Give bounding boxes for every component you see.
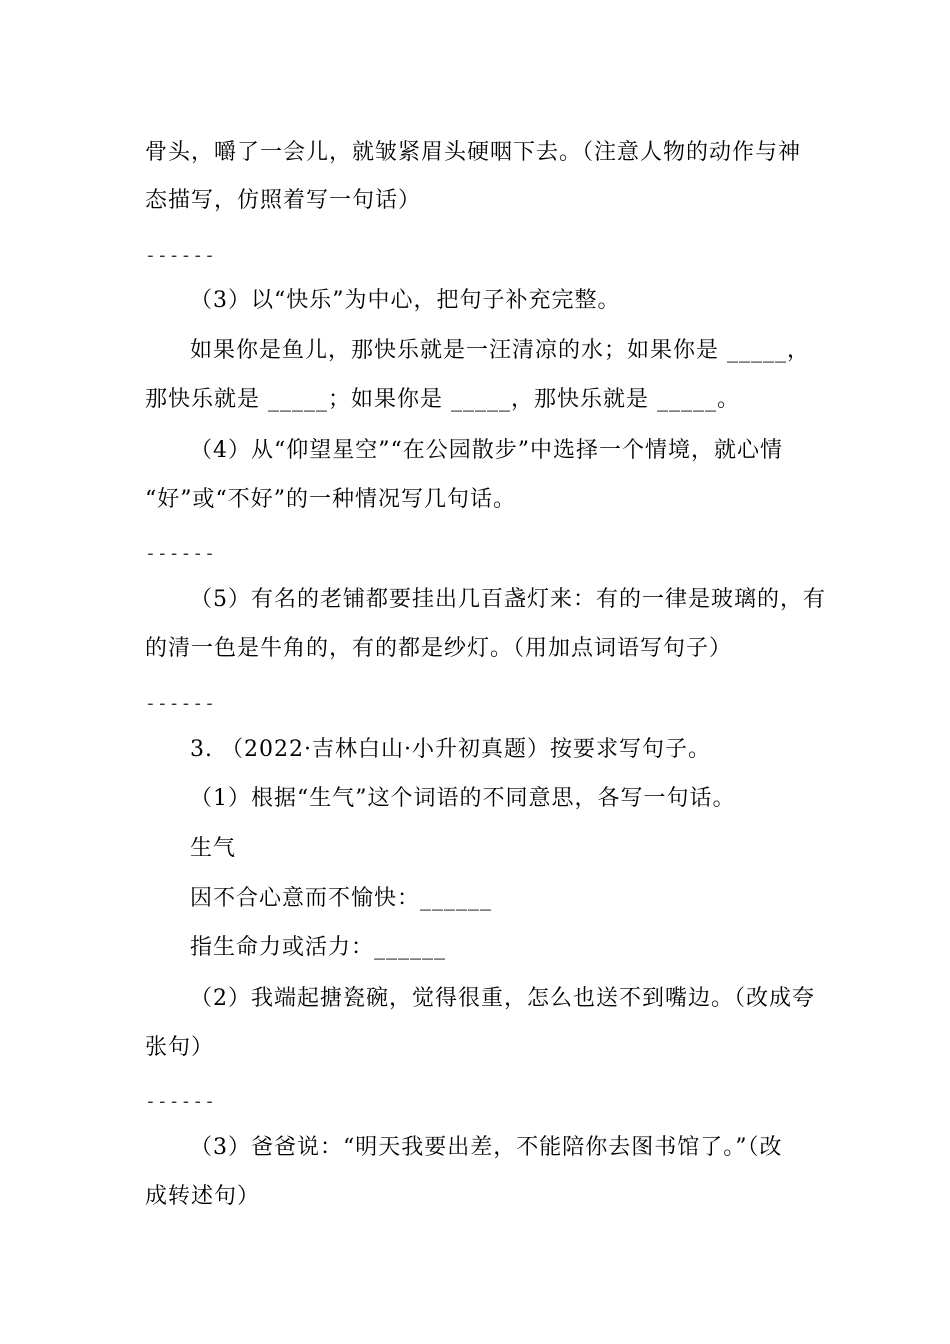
question-2-5-text-line-1: （5）有名的老铺都要挂出几百盏灯来：有的一律是玻璃的，有 <box>190 587 826 612</box>
question-3-1-text: （1）根据“生气”这个词语的不同意思，各写一句话。 <box>190 786 736 811</box>
answer-blank[interactable]: ------ <box>145 1091 217 1112</box>
question-3-1-meaning-1: 因不合心意而不愉快：______ <box>190 886 493 911</box>
question-3-1-word: 生气 <box>190 836 237 861</box>
question-2-4-text-line-2: “好”或“不好”的一种情况写几句话。 <box>145 487 516 512</box>
question-2-2-text-line-1: 骨头，嚼了一会儿，就皱紧眉头硬咽下去。（注意人物的动作与神 <box>145 140 802 165</box>
question-2-3-text: （3）以“快乐”为中心，把句子补充完整。 <box>190 288 621 313</box>
question-2-3-sentence-line-1: 如果你是鱼儿，那快乐就是一汪清凉的水；如果你是 _____， <box>190 338 810 363</box>
answer-blank[interactable]: ------ <box>145 245 217 266</box>
question-3-3-text-line-1: （3）爸爸说：“明天我要出差，不能陪你去图书馆了。”（改 <box>190 1135 783 1160</box>
question-3-2-text-line-2: 张句） <box>145 1035 215 1060</box>
question-3-3-text-line-2: 成转述句） <box>145 1184 261 1209</box>
question-3-1-meaning-2: 指生命力或活力：______ <box>190 935 447 960</box>
question-2-4-text-line-1: （4）从“仰望星空”“在公园散步”中选择一个情境，就心情 <box>190 438 783 463</box>
question-2-5-text-line-2: 的清一色是牛角的，有的都是纱灯。（用加点词语写句子） <box>145 636 733 661</box>
question-2-2-text-line-2: 态描写，仿照着写一句话） <box>145 188 422 213</box>
question-3-heading: 3. （2022·吉林白山·小升初真题）按要求写句子。 <box>190 737 711 762</box>
answer-blank[interactable]: ------ <box>145 543 217 564</box>
question-3-2-text-line-1: （2）我端起搪瓷碗，觉得很重，怎么也送不到嘴边。（改成夸 <box>190 986 815 1011</box>
answer-blank[interactable]: ------ <box>145 693 217 714</box>
question-2-3-sentence-line-2: 那快乐就是 _____；如果你是 _____，那快乐就是 _____。 <box>145 387 740 412</box>
